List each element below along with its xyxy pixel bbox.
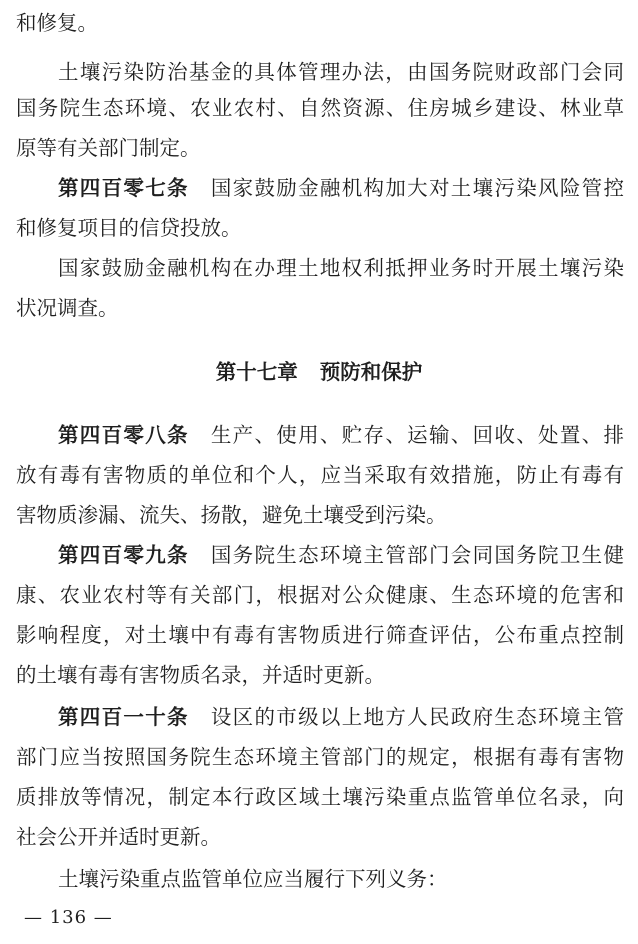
text-line: 原等有关部门制定。 <box>16 136 201 160</box>
page-number: — 136 — <box>24 907 113 928</box>
article-text: 国家鼓励金融机构加大对土壤污染风险管控 <box>210 176 624 200</box>
text-line: 和修复。 <box>16 11 98 35</box>
text-line: 国家鼓励金融机构在办理土地权利抵押业务时开展土壤污染 <box>58 256 624 280</box>
text-line: 社会公开并适时更新。 <box>16 825 221 849</box>
article-number: 第四百零七条 <box>58 176 189 200</box>
text-line: 国务院生态环境、农业农村、自然资源、住房城乡建设、林业草 <box>16 96 624 120</box>
text-line: 状况调查。 <box>16 296 119 320</box>
article-text: 国务院生态环境主管部门会同国务院卫生健 <box>210 543 624 567</box>
article-409 <box>58 540 624 570</box>
text-line: 放有毒有害物质的单位和个人，应当采取有效措施，防止有毒有 <box>16 463 624 487</box>
article-number: 第四百一十条 <box>58 705 189 729</box>
article-text: 设区的市级以上地方人民政府生态环境主管 <box>210 705 624 729</box>
article-410 <box>58 702 624 732</box>
chapter-heading <box>0 356 638 388</box>
text-line: 土壤污染重点监管单位应当履行下列义务： <box>58 867 448 891</box>
text-line: 影响程度，对土壤中有毒有害物质进行筛查评估，公布重点控制 <box>16 623 624 647</box>
text-line: 康、农业农村等有关部门，根据对公众健康、生态环境的危害和 <box>16 583 624 607</box>
text-line: 部门应当按照国务院生态环境主管部门的规定，根据有毒有害物 <box>16 745 624 769</box>
text-line: 害物质渗漏、流失、扬散，避免土壤受到污染。 <box>16 503 447 527</box>
text-line: 质排放等情况，制定本行政区域土壤污染重点监管单位名录，向 <box>16 785 624 809</box>
chapter-number: 第十七章 <box>215 360 298 384</box>
text-line: 和修复项目的信贷投放。 <box>16 216 242 240</box>
article-text: 生产、使用、贮存、运输、回收、处置、排 <box>210 423 624 447</box>
chapter-title: 预防和保护 <box>319 360 423 384</box>
article-number: 第四百零八条 <box>58 423 189 447</box>
article-408 <box>58 420 624 450</box>
article-407 <box>58 173 624 203</box>
article-number: 第四百零九条 <box>58 543 189 567</box>
text-line: 土壤污染防治基金的具体管理办法，由国务院财政部门会同 <box>58 60 624 84</box>
text-line: 的土壤有毒有害物质名录，并适时更新。 <box>16 663 385 687</box>
